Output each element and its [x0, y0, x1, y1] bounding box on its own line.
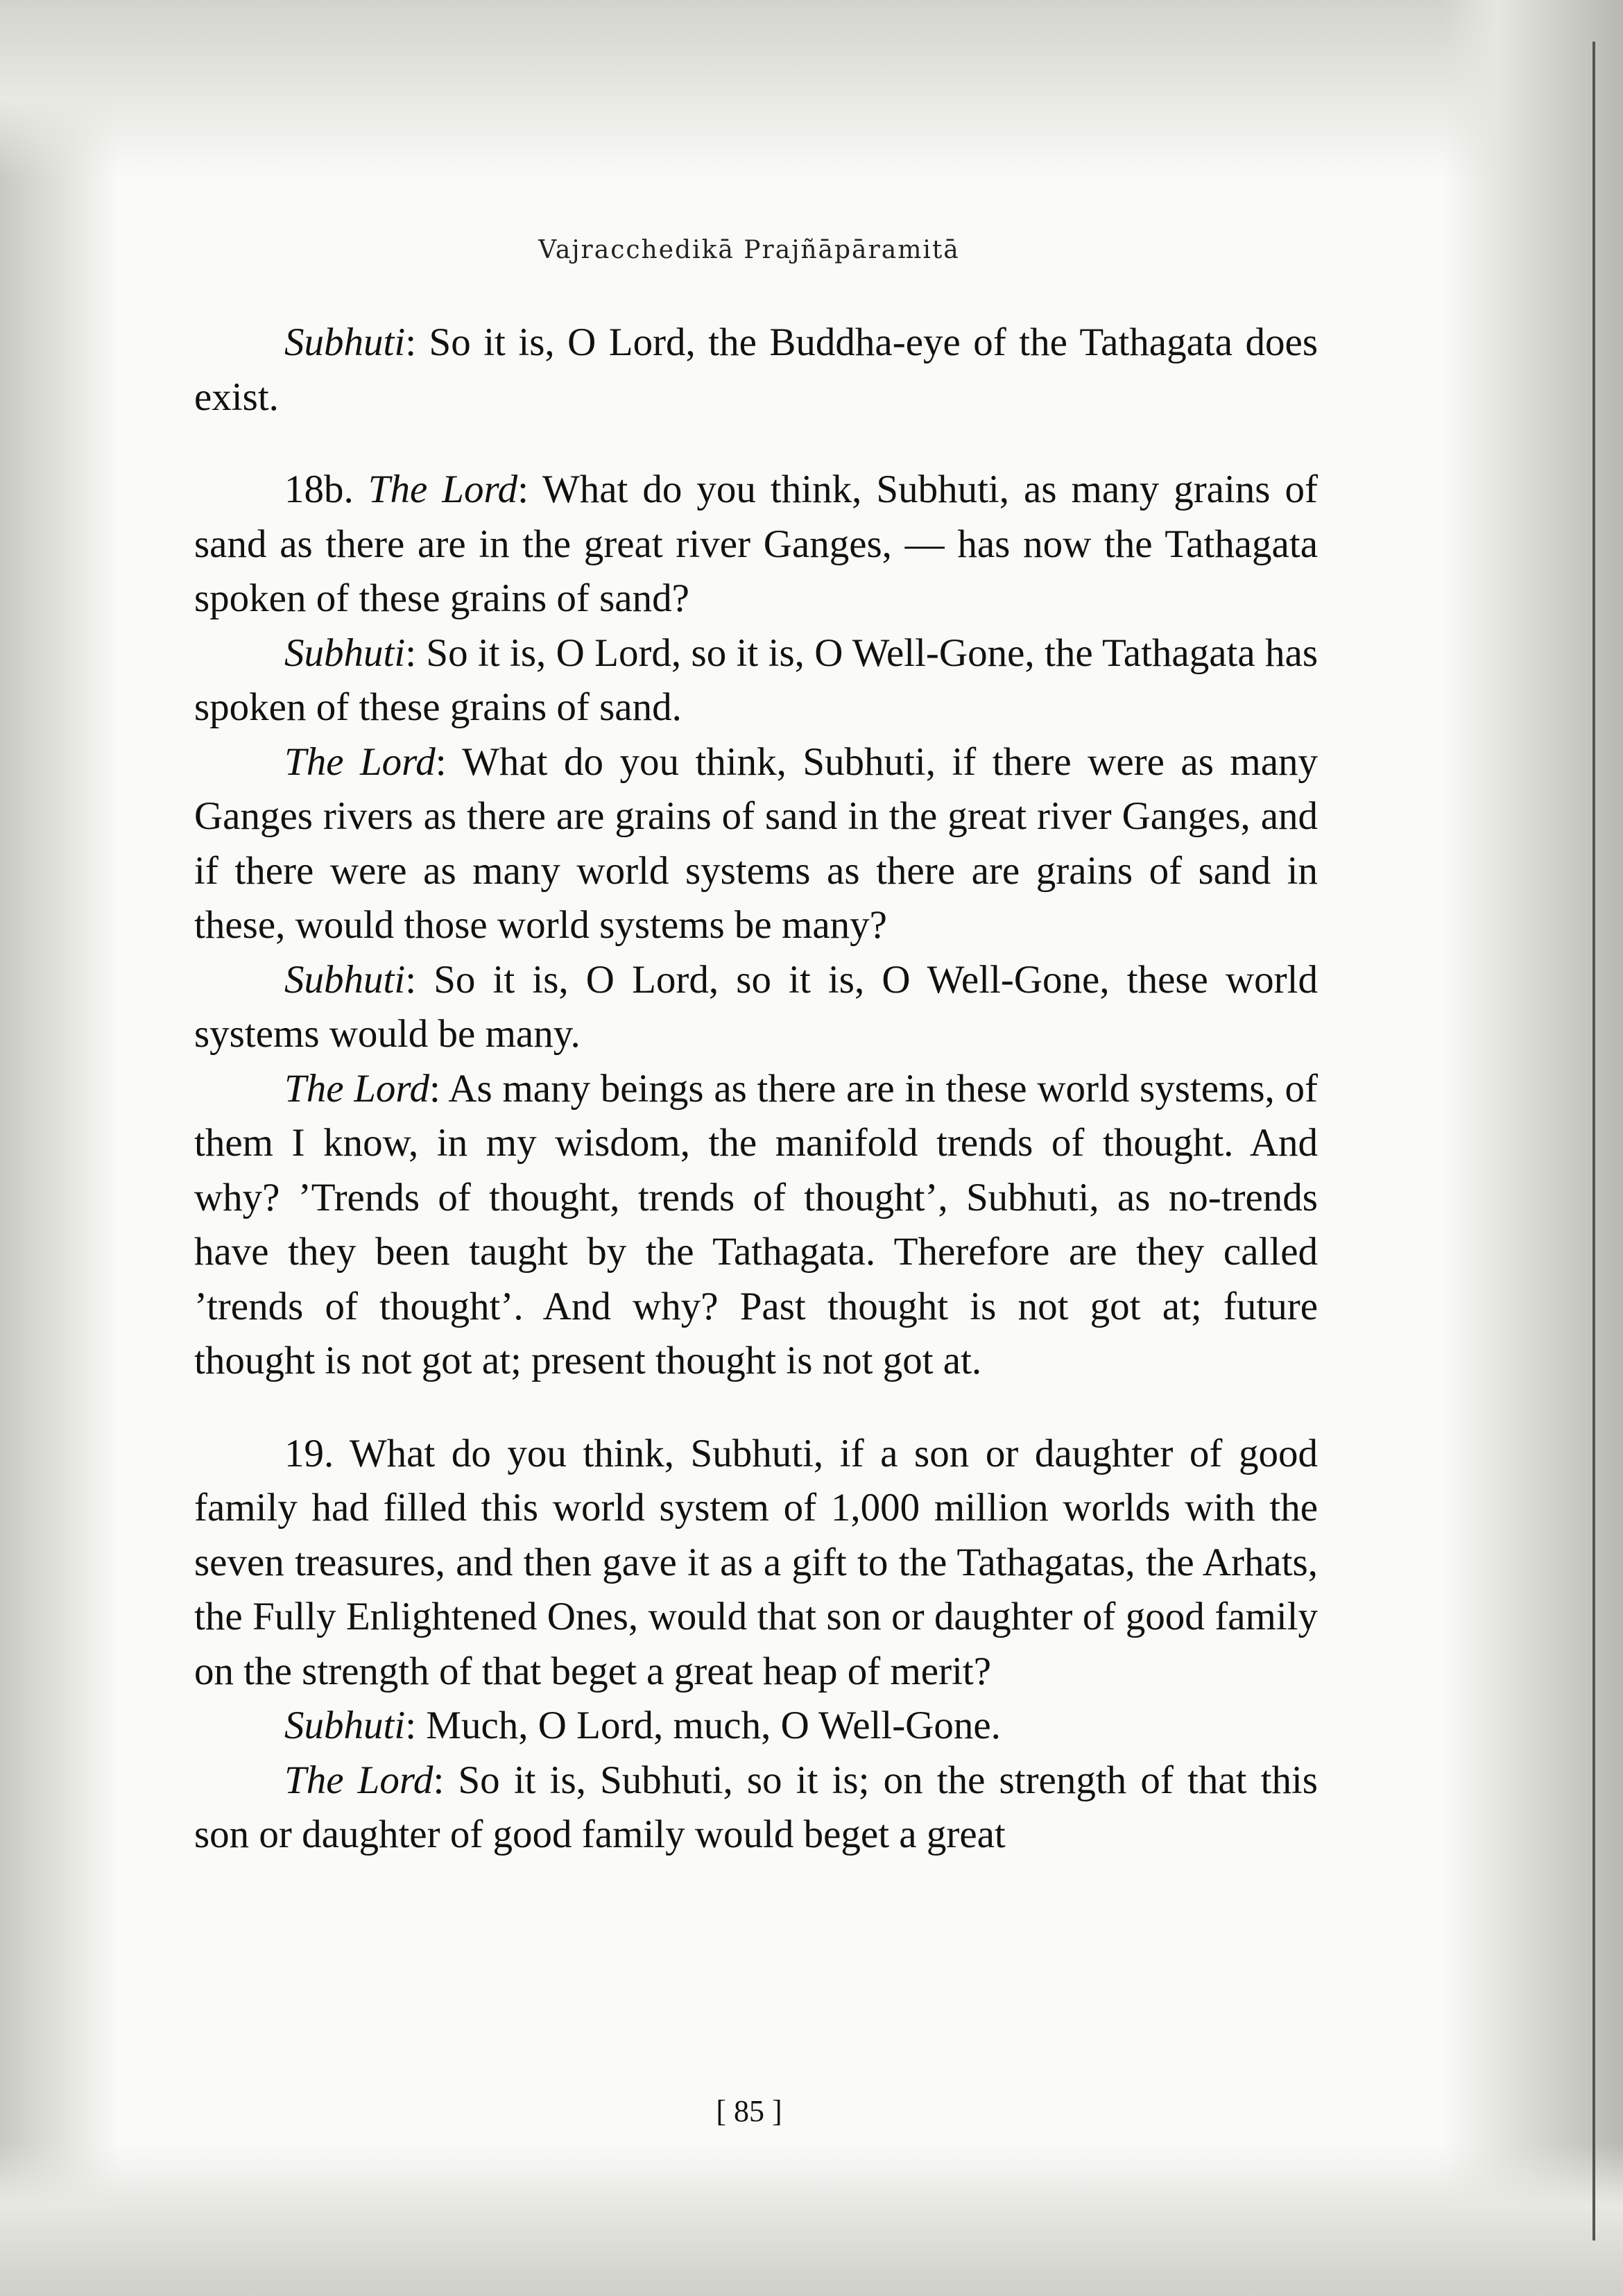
paragraph-text: So it is, O Lord, so it is, O Well-Gone, the Tathagata has spoken of these grains of sand.	[194, 631, 1318, 729]
scan-shadow-bottom	[0, 2143, 1623, 2296]
paragraph	[194, 316, 1318, 425]
speaker-label: Subhuti	[284, 631, 406, 675]
paragraph	[194, 1062, 1318, 1389]
body-text	[194, 316, 1318, 1862]
paragraph-text: What do you think, Subhuti, if there were as many Ganges rivers as there are grains of sand in the great river Ganges, and if there were as many world systems as there are grains of sand in these, would those world systems be many?	[194, 739, 1318, 947]
paragraph	[194, 735, 1318, 953]
paragraph-text: So it is, Subhuti, so it is; on the strength of that this son or daughter of good family would beget a great	[194, 1758, 1318, 1856]
speaker-separator: :	[517, 468, 542, 511]
paragraph	[194, 953, 1318, 1062]
paragraph-text: What do you think, Subhuti, as many grains of sand as there are in the great river Ganges, — has now the Tathagata spoken of these grains of sand?	[194, 468, 1318, 620]
page-edge-line	[1592, 42, 1595, 2241]
speaker-label: The Lord	[284, 739, 436, 784]
section-number: 18b.	[284, 468, 368, 511]
paragraph-text: So it is, O Lord, the Buddha-eye of the Tathagata does exist.	[194, 320, 1318, 419]
running-head: Vajracchedikā Prajñāpāramitā	[538, 236, 960, 264]
speaker-label: Subhuti	[284, 320, 406, 364]
paragraph-text: What do you think, Subhuti, if a son or daughter of good family had filled this world system of 1,000 million worlds with the seven treasures, and then gave it as a gift to the Tathagatas, the Arhats, the Fully Enlightened Ones, would that son or daughter of good family on the strength of that beget a great heap of merit?	[194, 1431, 1318, 1693]
speaker-separator: :	[405, 1704, 427, 1747]
scan-shadow-left	[0, 0, 118, 2296]
section-number: 19.	[284, 1431, 350, 1475]
speaker-label: The Lord	[284, 1758, 433, 1802]
speaker-separator: :	[405, 957, 434, 1002]
speaker-label: Subhuti	[284, 957, 406, 1002]
paragraph-text: So it is, O Lord, so it is, O Well-Gone, these world systems would be many.	[194, 957, 1318, 1056]
paragraph	[194, 1427, 1318, 1699]
speaker-separator: :	[405, 320, 429, 364]
paragraph-text: As many beings as there are in these world systems, of them I know, in my wisdom, the manifold trends of thought. And why? ’Trends of thought, trends of thought’, Subhuti, as no-trends have they been taught by the Tathagata. Therefore are they called ’trends of thought’. And why? Past thought is not got at; future thought is not got at; present thought is not got at.	[194, 1066, 1318, 1382]
speaker-separator: :	[429, 1066, 449, 1111]
speaker-label: The Lord	[284, 1066, 429, 1111]
speaker-separator: :	[405, 631, 427, 675]
paragraph	[194, 463, 1318, 626]
paragraph	[194, 1754, 1318, 1862]
speaker-label: The Lord	[368, 468, 518, 511]
paragraph	[194, 1699, 1318, 1754]
speaker-label: Subhuti	[284, 1704, 406, 1747]
speaker-separator: :	[433, 1758, 458, 1802]
paragraph	[194, 626, 1318, 735]
scan-shadow-top	[0, 0, 1623, 180]
speaker-separator: :	[435, 739, 463, 784]
page-number: [ 85 ]	[716, 2094, 782, 2128]
paragraph-text: Much, O Lord, much, O Well-Gone.	[426, 1704, 1001, 1747]
scan-shadow-right	[1443, 0, 1623, 2296]
